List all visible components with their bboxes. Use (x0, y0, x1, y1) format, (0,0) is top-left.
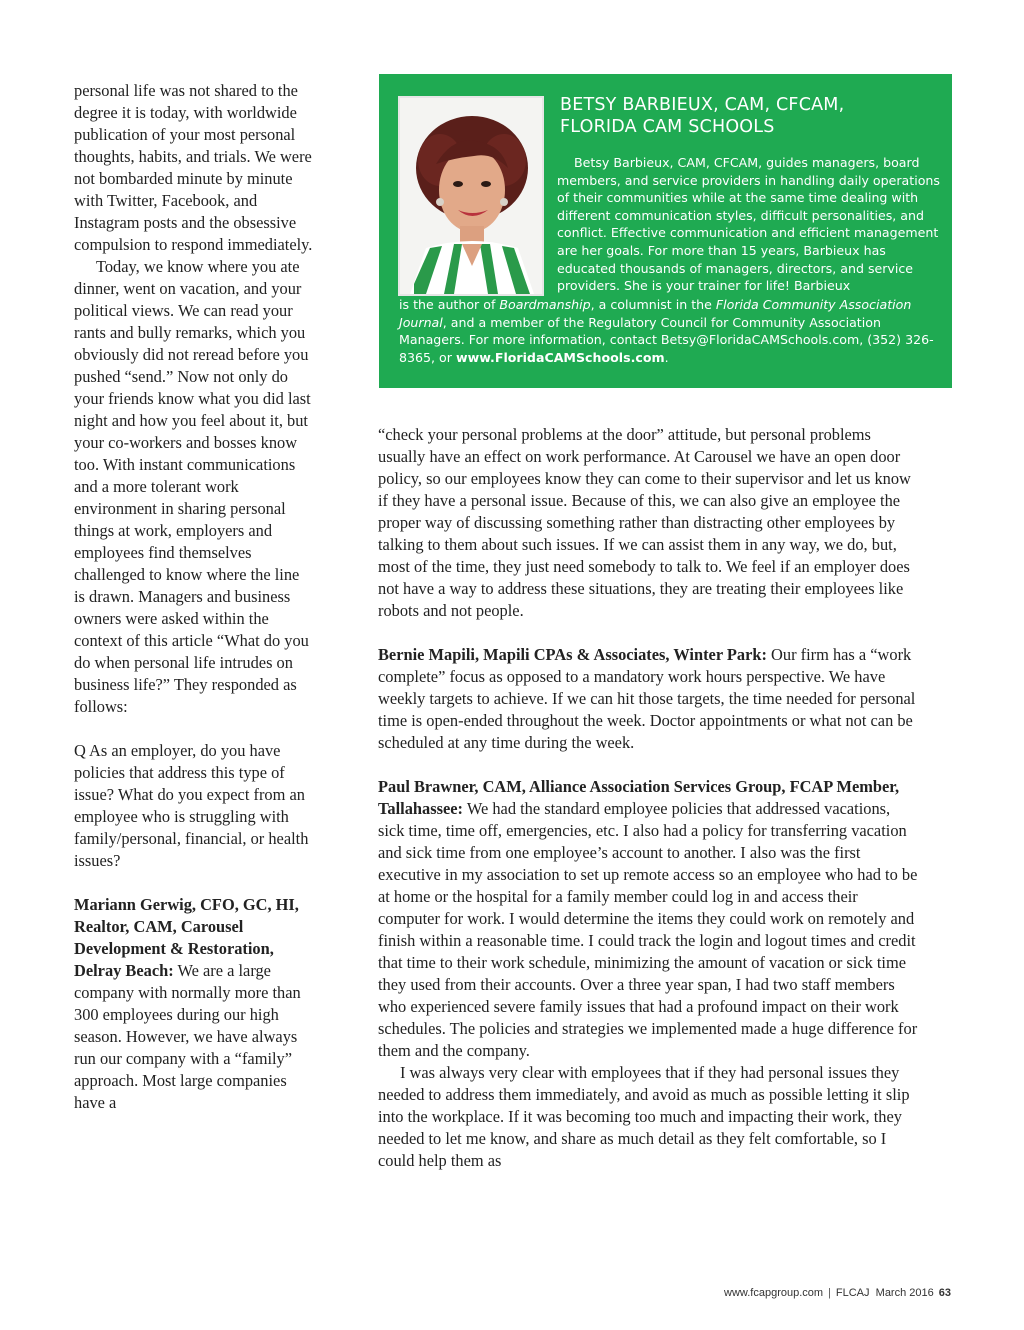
bio-name-line-1: BETSY BARBIEUX, CAM, CFCAM, (560, 95, 845, 115)
mapili-response (378, 644, 918, 754)
book-title: Boardmanship (499, 297, 591, 312)
bio-text-bottom (399, 296, 944, 366)
page-number: 63 (938, 1287, 951, 1299)
mapili-name: Bernie Mapili, Mapili CPAs & Associates, Winter Park: (378, 645, 767, 664)
gerwig-text: We are a large company with normally more than 300 employees during our high season. However, we have always run our company with a “family” approach. Most large companies have a (74, 961, 301, 1112)
left-paragraph-2: Today, we know where you ate dinner, went on vacation, and your political views. We can read your rants and bully remarks, which you obviously did not reread before you pushed “send.” Now not only do your friends know what you did last night and how you feel about it, but your co-workers and bosses know too. With instant communications and a more tolerant work environment in sharing personal things at work, employers and employees find themselves challenged to know where the line is drawn. Managers and business owners were asked within the context of this article “What do you do when personal life intrudes on business life?” They responded as follows: (74, 257, 311, 716)
journal-title: Florida Community Association Journal (399, 297, 912, 330)
author-portrait-image (400, 98, 542, 294)
page-footer (724, 1287, 951, 1299)
bio-name-heading (560, 94, 940, 138)
author-bio-box (379, 74, 952, 388)
bio-text-part-1: is the author of (399, 297, 500, 312)
gerwig-name: Mariann Gerwig, CFO, GC, HI, Realtor, CAM, Carousel Development & Restoration, Delray Beach: (74, 895, 299, 980)
left-paragraph-1: personal life was not shared to the degree it is today, with worldwide publication of your most personal thoughts, habits, and trials. We were not bombarded minute by minute with Twitter, Facebook, and Instagram posts and the obsessive compulsion to respond immediately. (74, 81, 313, 254)
author-photo (398, 96, 544, 296)
mapili-text: Our firm has a “work complete” focus as opposed to a mandatory work hours perspective. We have weekly targets to achieve. If we can hit those targets, the time needed for personal time is open-ended throughout the week. Doctor appointments or what not can be scheduled at any time during the week. (378, 645, 916, 752)
question: Q As an employer, do you have policies that address this type of issue? What do you expect from an employee who is struggling with family/personal, financial, or health issues? (74, 741, 309, 870)
left-column (74, 80, 314, 1114)
brawner-name: Paul Brawner, CAM, Alliance Association Services Group, FCAP Member, Tallahassee: (378, 777, 900, 818)
bio-text-part-2: , a columnist in the (590, 297, 716, 312)
right-paragraph-1: “check your personal problems at the door” attitude, but personal problems usually have an effect on work performance. At Carousel we have an open door policy, so our employees know they can come to their supervisor and let us know if they have a personal issue. Because of this, we can also give an employee the proper way of discussing something rather than distracting other employees by talking to them about such issues. If we can assist them in any way, we do, but, most of the time, they just need somebody to talk to. We feel if an employer does not have a way to address these situations, they are treating their employees like robots and not people. (378, 425, 911, 620)
bio-text-top: Betsy Barbieux, CAM, CFCAM, guides managers, board members, and service providers in handling daily operations of their communities while at the same time dealing with different communication styles, difficult personalities, and conflict. Effective communication and efficient management are her goals. For more than 15 years, Barbieux has educated thousands of managers, directors, and service providers. She is your trainer for life! Barbieux (557, 155, 940, 294)
website-link[interactable]: www.FloridaCAMSchools.com (455, 349, 665, 365)
brawner-response (378, 776, 918, 1062)
bio-name-line-2: FLORIDA CAM SCHOOLS (560, 117, 775, 137)
right-paragraph-last: I was always very clear with employees that if they had personal issues they needed to address them immediately, and avoid as much as possible letting it slip into the workplace. If it was becoming too much and impacting their work, they needed to let me know, and share as much detail as they felt comfortable, so I could help them as (378, 1063, 910, 1170)
bio-text-part-4: . (664, 349, 669, 365)
gerwig-response (74, 894, 314, 1114)
footer-date: March 2016 (875, 1287, 934, 1299)
footer-separator: | (828, 1287, 831, 1299)
bio-text-part-3: , and a member of the Regulatory Council for Community Association Managers. For more information, contact Betsy@FloridaCAMSchools.com, (352) 326-8365, or (399, 314, 934, 365)
right-column (378, 424, 918, 1172)
footer-url[interactable]: www.fcapgroup.com (724, 1287, 824, 1299)
footer-publication: FLCAJ (835, 1287, 870, 1299)
brawner-text: We had the standard employee policies that addressed vacations, sick time, time off, emergencies, etc. I also had a policy for transferring vacation and sick time from one employee’s account to another. I also was the first executive in my association to set up remote access so an employee who had to be at home or the hospital for a family member could log in and access their computer for work. I would determine the items they could work on remotely and finish within a reasonable time. I could track the login and logout times and credit that time to their work schedule, minimizing the amount of vacation or sick time they used from their accounts. Over a three year span, I had two staff members who experienced severe family issues that had a profound impact on their work schedules. The policies and strategies we implemented made a huge difference for them and the company. (378, 799, 918, 1060)
